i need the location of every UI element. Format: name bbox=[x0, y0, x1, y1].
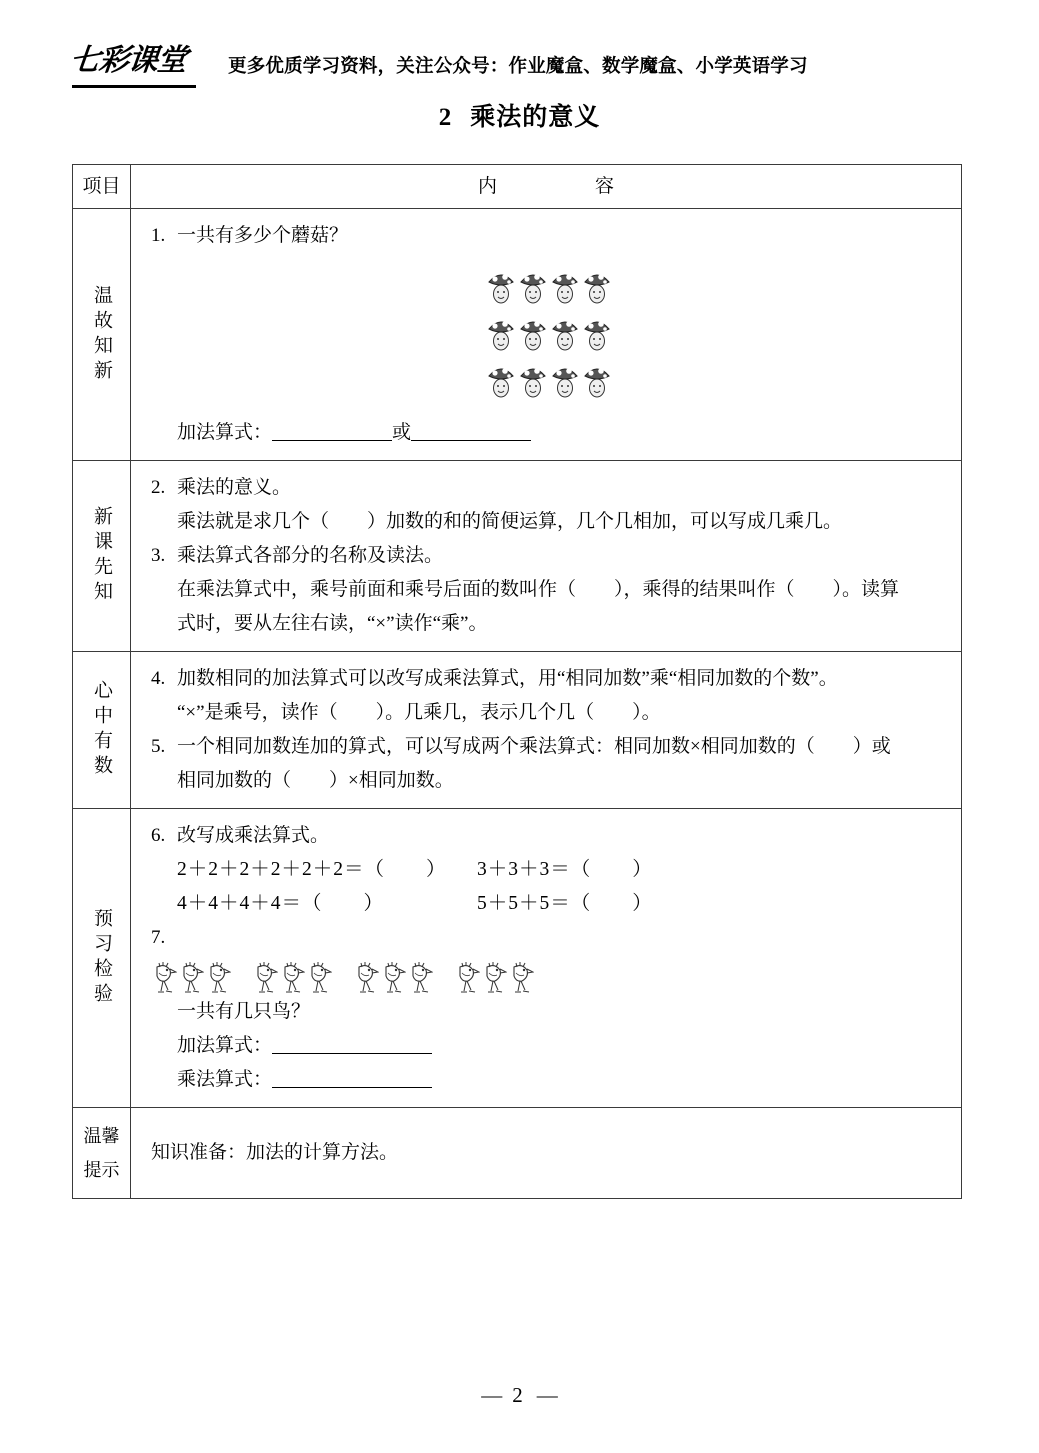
mushroom-icon bbox=[583, 267, 611, 305]
footer-dash-right: — bbox=[536, 1383, 558, 1407]
mushroom-picture-grid bbox=[151, 253, 947, 416]
mushroom-icon bbox=[583, 361, 611, 399]
answer-line-multiplication-7 bbox=[151, 1063, 947, 1097]
question-3-body-line1: 在乘法算式中，乘号前面和乘号后面的数叫作（ ），乘得的结果叫作（ ）。读算 bbox=[177, 579, 900, 600]
bird-group bbox=[151, 961, 231, 995]
page-footer bbox=[0, 1383, 1039, 1408]
section-label-newlesson bbox=[73, 461, 131, 651]
bird-group bbox=[353, 961, 433, 995]
equation-left-2[interactable]: 4＋4＋4＋4＝（ ） bbox=[177, 893, 385, 914]
mushroom-icon bbox=[519, 267, 547, 305]
answer-line-addition bbox=[151, 416, 947, 450]
section-label-review bbox=[73, 209, 131, 460]
bird-icon bbox=[454, 961, 480, 995]
table-header-col-item: 项目 bbox=[73, 165, 131, 208]
question-4-line1: 加数相同的加法算式可以改写成乘法算式，用“相同加数”乘“相同加数的个数”。 bbox=[177, 668, 838, 689]
question-7-prompt: 一共有几只鸟？ bbox=[177, 1001, 311, 1022]
section-label-understanding-text: 心中有数 bbox=[91, 680, 112, 780]
mushroom-icon bbox=[551, 361, 579, 399]
question-1-number: 1. bbox=[151, 225, 166, 246]
mushroom-icon bbox=[519, 361, 547, 399]
question-2-number: 2. bbox=[151, 477, 166, 498]
mushroom-icon bbox=[551, 267, 579, 305]
table-header-col-content-label: 内 容 bbox=[477, 175, 634, 197]
footer-dash-left: — bbox=[481, 1383, 503, 1407]
worksheet-table bbox=[72, 164, 962, 1199]
answer-blank-1[interactable] bbox=[272, 440, 392, 441]
page-title-text: 乘法的意义 bbox=[470, 103, 601, 131]
bird-group bbox=[454, 961, 534, 995]
bird-group bbox=[252, 961, 332, 995]
section-label-preview-check bbox=[73, 809, 131, 1107]
question-5 bbox=[151, 730, 947, 764]
answer-label-addition-7: 加法算式： bbox=[177, 1035, 273, 1056]
question-1 bbox=[151, 219, 947, 253]
answer-or-text: 或 bbox=[392, 422, 412, 443]
section-label-newlesson-text: 新课先知 bbox=[91, 506, 112, 606]
mushroom-row bbox=[151, 361, 947, 399]
table-row bbox=[73, 209, 961, 461]
question-3-body-line2: 式时，要从左往右读，“×”读作“乘”。 bbox=[177, 613, 488, 634]
bird-icon bbox=[407, 961, 433, 995]
question-5-number: 5. bbox=[151, 736, 166, 757]
bird-icon bbox=[380, 961, 406, 995]
section-label-review-text: 温故知新 bbox=[91, 284, 112, 385]
question-2-body: 乘法就是求几个（ ）加数的和的简便运算，几个几相加，可以写成几乘几。 bbox=[177, 511, 843, 532]
promo-text: 更多优质学习资料，关注公众号：作业魔盒、数学魔盒、小学英语学习 bbox=[228, 55, 808, 76]
table-row bbox=[73, 461, 961, 652]
bird-icon bbox=[508, 961, 534, 995]
question-4 bbox=[151, 662, 947, 696]
page-title-number: 2 bbox=[438, 104, 453, 131]
bird-icon bbox=[353, 961, 379, 995]
mushroom-icon bbox=[519, 314, 547, 352]
question-4-number: 4. bbox=[151, 668, 166, 689]
page-title bbox=[0, 97, 1039, 133]
table-header-col-content bbox=[131, 165, 961, 208]
answer-blank-2[interactable] bbox=[411, 440, 531, 441]
question-3-number: 3. bbox=[151, 545, 166, 566]
answer-line-addition-7 bbox=[151, 1029, 947, 1063]
mushroom-icon bbox=[583, 314, 611, 352]
bird-icon bbox=[279, 961, 305, 995]
bird-icon bbox=[178, 961, 204, 995]
answer-label-multiplication-7: 乘法算式： bbox=[177, 1069, 273, 1090]
equation-right-2[interactable]: 5＋5＋5＝（ ） bbox=[477, 893, 653, 914]
table-row bbox=[73, 1108, 961, 1198]
answer-blank-addition-7[interactable] bbox=[272, 1053, 432, 1054]
section-label-understanding bbox=[73, 652, 131, 808]
bird-icon bbox=[205, 961, 231, 995]
equation-left-1[interactable]: 2＋2＋2＋2＋2＋2＝（ ） bbox=[177, 859, 447, 880]
question-2-text: 乘法的意义。 bbox=[177, 477, 292, 498]
question-4-line2: “×”是乘号，读作（ ）。几乘几，表示几个几（ ）。 bbox=[177, 702, 661, 723]
bird-icon bbox=[252, 961, 278, 995]
brand-logo bbox=[70, 42, 198, 90]
question-3-text: 乘法算式各部分的名称及读法。 bbox=[177, 545, 444, 566]
footer-page-number: 2 bbox=[512, 1383, 527, 1407]
equation-row bbox=[151, 887, 947, 921]
brand-logo-text: 七彩课堂 bbox=[68, 44, 188, 77]
bird-icon bbox=[481, 961, 507, 995]
mushroom-icon bbox=[487, 267, 515, 305]
question-1-text: 一共有多少个蘑菇？ bbox=[177, 225, 349, 246]
question-6 bbox=[151, 819, 947, 853]
answer-label-addition: 加法算式： bbox=[177, 422, 273, 443]
question-6-text: 改写成乘法算式。 bbox=[177, 825, 330, 846]
bird-icon bbox=[151, 961, 177, 995]
question-5-line1: 一个相同加数连加的算式，可以写成两个乘法算式：相同加数×相同加数的（ ）或 bbox=[177, 736, 891, 757]
question-7-number: 7. bbox=[151, 927, 166, 948]
answer-blank-multiplication-7[interactable] bbox=[272, 1087, 432, 1088]
mushroom-row bbox=[151, 314, 947, 352]
section-body-newlesson bbox=[131, 461, 961, 651]
equation-row bbox=[151, 853, 947, 887]
mushroom-row bbox=[151, 267, 947, 305]
equation-right-1[interactable]: 3＋3＋3＝（ ） bbox=[477, 859, 653, 880]
question-3 bbox=[151, 539, 947, 573]
table-header-row bbox=[73, 165, 961, 209]
mushroom-icon bbox=[487, 314, 515, 352]
question-5-line2: 相同加数的（ ）×相同加数。 bbox=[177, 770, 454, 791]
section-body-tip bbox=[131, 1108, 961, 1198]
section-label-preview-check-text: 预习检验 bbox=[91, 908, 112, 1008]
table-row bbox=[73, 809, 961, 1108]
mushroom-icon bbox=[551, 314, 579, 352]
bird-picture-groups bbox=[151, 955, 947, 995]
question-2 bbox=[151, 471, 947, 505]
bird-icon bbox=[306, 961, 332, 995]
section-body-preview-check bbox=[131, 809, 961, 1107]
section-body-review bbox=[131, 209, 961, 460]
brand-logo-underline bbox=[72, 85, 196, 88]
section-body-understanding bbox=[131, 652, 961, 808]
section-label-tip bbox=[73, 1108, 131, 1198]
mushroom-icon bbox=[487, 361, 515, 399]
section-label-tip-text: 温馨 提示 bbox=[83, 1126, 120, 1180]
page-header bbox=[0, 0, 1039, 95]
table-row bbox=[73, 652, 961, 809]
question-6-number: 6. bbox=[151, 825, 166, 846]
tip-text: 知识准备：加法的计算方法。 bbox=[151, 1142, 399, 1163]
question-7 bbox=[151, 921, 947, 995]
